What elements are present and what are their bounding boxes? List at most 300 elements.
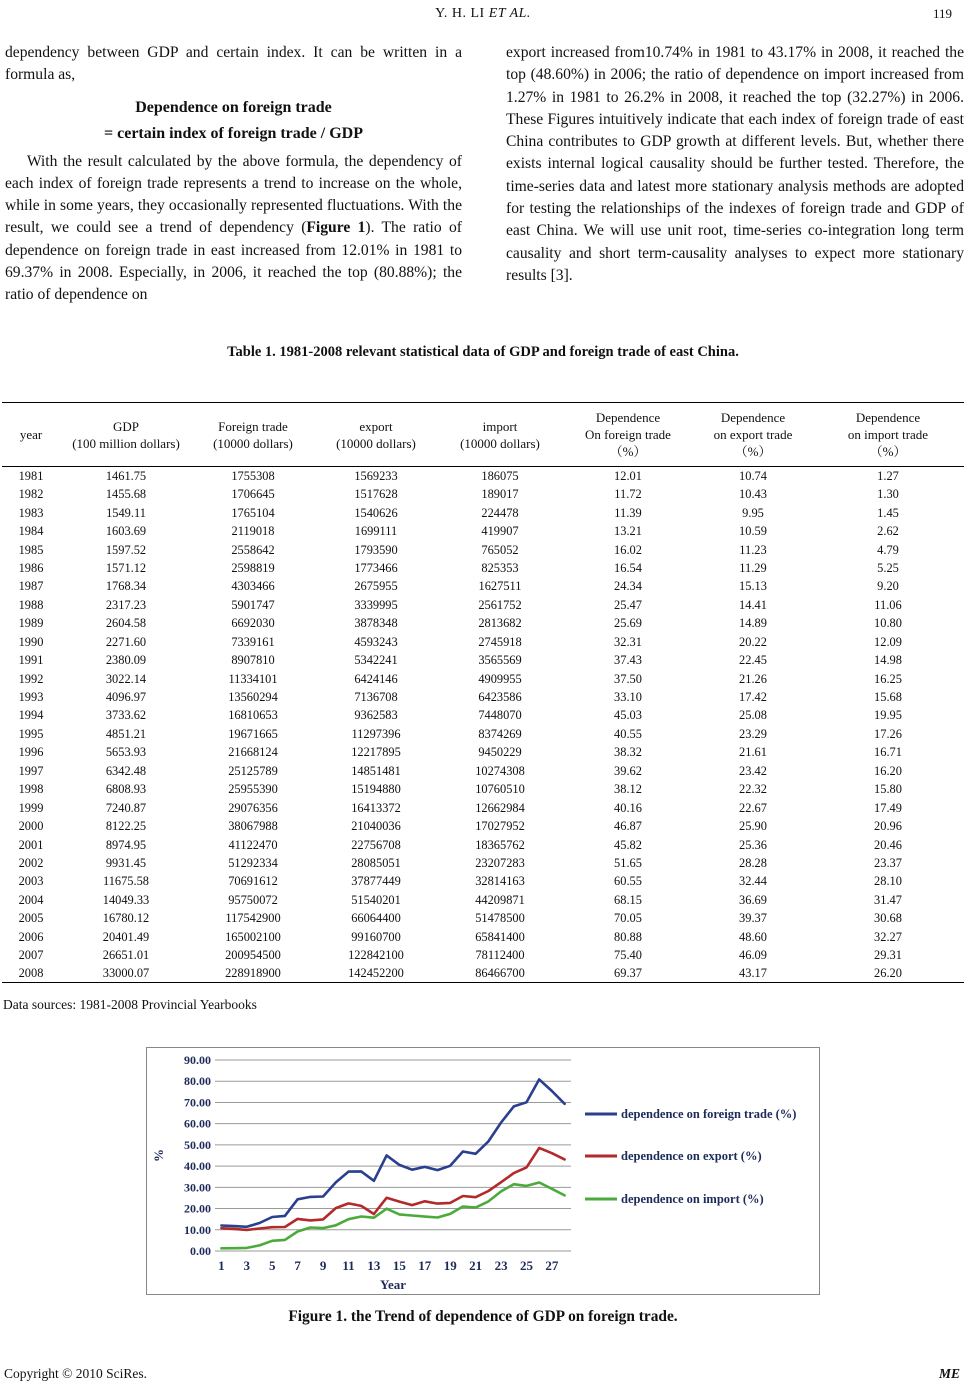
table-cell: 11.06 xyxy=(874,597,902,612)
table-cell: 22.67 xyxy=(739,800,767,815)
table-cell: 25.08 xyxy=(739,708,767,723)
column-header xyxy=(60,403,192,467)
x-tick-label: 15 xyxy=(392,1258,406,1273)
table-cell: 1985 xyxy=(18,542,44,557)
table-row xyxy=(2,798,964,816)
left-text-column xyxy=(5,42,462,307)
table-row xyxy=(2,540,964,558)
x-tick-label: 9 xyxy=(319,1258,327,1273)
x-tick-label: 11 xyxy=(342,1258,355,1273)
table-cell: 15.80 xyxy=(874,782,902,797)
table-cell: 224478 xyxy=(481,505,519,520)
table-header-row xyxy=(2,403,964,467)
column-header-line: (10000 dollars) xyxy=(460,435,540,451)
column-header-line: (10000 dollars) xyxy=(336,435,416,451)
table-cell: 7240.87 xyxy=(105,800,147,815)
right-text-column xyxy=(506,42,964,287)
table-cell: 11.23 xyxy=(739,542,767,557)
table-cell: 32.31 xyxy=(614,634,642,649)
table-cell: 23.42 xyxy=(739,763,767,778)
table-cell: 25.69 xyxy=(614,616,642,631)
table-cell: 1793590 xyxy=(354,542,398,557)
table-cell: 2598819 xyxy=(231,560,275,575)
table-cell: 1992 xyxy=(18,671,44,686)
table-cell: 51478500 xyxy=(475,911,525,926)
table-cell: 1993 xyxy=(18,690,44,705)
table-cell: 1.27 xyxy=(877,469,899,483)
table-cell: 95750072 xyxy=(228,892,278,907)
y-tick-label: 50.00 xyxy=(184,1137,211,1152)
table-cell: 4851.21 xyxy=(105,726,147,741)
y-tick-label: 90.00 xyxy=(184,1053,211,1067)
table-cell: 165002100 xyxy=(225,929,281,944)
table-cell: 78112400 xyxy=(475,948,525,963)
table-cell: 5342241 xyxy=(354,653,398,668)
table-cell: 1597.52 xyxy=(105,542,147,557)
x-tick-label: 25 xyxy=(520,1258,533,1273)
y-tick-label: 80.00 xyxy=(184,1074,211,1089)
column-header-line: export xyxy=(359,418,393,434)
table-cell: 25.90 xyxy=(739,819,767,834)
table-cell: 2008 xyxy=(2,964,60,983)
table-cell: 13.21 xyxy=(614,524,642,539)
table-cell: 1982 xyxy=(18,487,44,502)
series-line xyxy=(221,1183,564,1249)
formula-line-1: Dependence on foreign trade xyxy=(135,98,332,116)
table-cell: 1569233 xyxy=(354,469,398,483)
table-row xyxy=(2,651,964,669)
table-cell: 1549.11 xyxy=(106,505,146,520)
column-header-line: Foreign trade xyxy=(218,418,288,434)
table-cell: 2271.60 xyxy=(105,634,147,649)
table-cell: 1988 xyxy=(18,597,44,612)
table-cell: 16.02 xyxy=(614,542,642,557)
table-cell: 12.01 xyxy=(614,469,642,483)
x-axis-label: Year xyxy=(380,1277,406,1292)
column-header-line: on export trade xyxy=(713,427,793,442)
figure-caption: Figure 1. the Trend of dependence of GDP on foreign trade. xyxy=(288,1308,678,1325)
table-cell: 39.62 xyxy=(614,763,642,778)
column-header xyxy=(562,403,694,467)
table-cell: 12217895 xyxy=(351,745,401,760)
table-row xyxy=(2,928,964,946)
table-row xyxy=(2,835,964,853)
table-cell: 7136708 xyxy=(354,690,398,705)
table-cell: 25.47 xyxy=(614,597,642,612)
table-cell: 1540626 xyxy=(354,505,398,520)
table-cell: 7448070 xyxy=(478,708,522,723)
right-paragraph: export increased from10.74% in 1981 to 43.17% in 2008, it reached the top (48.60%) in 2006; the ratio of dependence on import increased from 1.27% in 1981 to 26.2% in 2008, it reached the top (32.27%) in 2006. These Figures intuitively indicate that each index of foreign trade of east China contributes to GDP growth at different levels. But, whether there exists internal logical causality should be further tested. Therefore, the time-series data and latest more stationary analysis methods are adopted for testing the relationships of the indexes of foreign trade and GDP of east China. We will use unit root, time-series co-integration long term causality and short term-causality analyses to expect more stationary results [3]. xyxy=(506,44,964,284)
table-cell: 25.36 xyxy=(739,837,767,852)
table-cell: 1706645 xyxy=(231,487,275,502)
x-tick-label: 5 xyxy=(268,1258,276,1273)
x-tick-label: 1 xyxy=(218,1258,225,1273)
author-name: Y. H. LI xyxy=(435,6,485,21)
table-cell: 17.42 xyxy=(739,690,767,705)
legend-label: dependence on foreign trade (%) xyxy=(621,1107,797,1121)
table-row xyxy=(2,633,964,651)
table-cell: 3339995 xyxy=(354,597,398,612)
table-cell: 14.98 xyxy=(874,653,902,668)
table-cell: 14.89 xyxy=(739,616,767,631)
table-cell: 32814163 xyxy=(475,874,525,889)
table-cell: 2119018 xyxy=(231,524,275,539)
column-header-line: On foreign trade xyxy=(585,427,671,442)
table-cell: 36.69 xyxy=(739,892,767,907)
table-cell: 1981 xyxy=(18,469,44,483)
table-cell: 1455.68 xyxy=(105,487,147,502)
table-cell: 19.95 xyxy=(874,708,902,723)
table-row xyxy=(2,854,964,872)
table-cell: 16.25 xyxy=(874,671,902,686)
x-tick-label: 27 xyxy=(545,1258,559,1273)
table-cell: 2604.58 xyxy=(105,616,147,631)
y-tick-label: 40.00 xyxy=(184,1159,211,1174)
results-text-end: ). The ratio of dependence on foreign trade in east increased from 12.01% in 1981 to 69.37% in 2008. Especially, in 2006, it reached the top (80.88%); the ratio of dependence on xyxy=(5,219,462,304)
y-axis-label: % xyxy=(151,1149,166,1162)
table-row xyxy=(2,614,964,632)
x-tick-label: 13 xyxy=(367,1258,381,1273)
column-header-line: GDP xyxy=(112,418,139,434)
table-cell: 11.72 xyxy=(614,487,642,502)
table-cell: 1990 xyxy=(18,634,44,649)
column-header xyxy=(812,403,964,467)
table-cell: 8122.25 xyxy=(105,819,147,834)
table-cell: 1773466 xyxy=(354,560,398,575)
table-cell: 14.41 xyxy=(739,597,767,612)
table-cell: 2317.23 xyxy=(105,597,147,612)
table-cell: 11334101 xyxy=(228,671,278,686)
table-cell: 12662984 xyxy=(475,800,525,815)
table-cell: 122842100 xyxy=(348,948,404,963)
table-cell: 2007 xyxy=(18,948,44,963)
table-cell: 10.80 xyxy=(874,616,902,631)
page-number: 119 xyxy=(932,6,952,21)
table-cell: 46.87 xyxy=(614,819,642,834)
table-cell: 4096.97 xyxy=(105,690,147,705)
table-caption: Table 1. 1981-2008 relevant statistical data of GDP and foreign trade of east China. xyxy=(227,344,739,360)
table-cell: 2745918 xyxy=(478,634,522,649)
table-cell: 44209871 xyxy=(475,892,525,907)
table-cell: 765052 xyxy=(481,542,519,557)
table-row xyxy=(2,946,964,964)
table-cell: 21040036 xyxy=(351,819,401,834)
results-paragraph xyxy=(5,151,462,307)
column-header xyxy=(192,403,314,467)
table-cell: 2561752 xyxy=(478,597,522,612)
table-row xyxy=(2,725,964,743)
table-cell: 23.29 xyxy=(739,726,767,741)
y-tick-label: 70.00 xyxy=(184,1095,211,1110)
data-table xyxy=(2,402,964,983)
table-cell: 22756708 xyxy=(351,837,401,852)
table-cell: 1768.34 xyxy=(105,579,147,594)
table-cell: 26651.01 xyxy=(102,948,150,963)
column-header-line: Dependence xyxy=(720,410,786,425)
table-cell: 1984 xyxy=(18,524,44,539)
table-cell: 10274308 xyxy=(475,763,525,778)
table-cell: 1517628 xyxy=(354,487,398,502)
table-cell: 3565569 xyxy=(478,653,522,668)
table-cell: 18365762 xyxy=(475,837,525,852)
table-cell: 16.20 xyxy=(874,763,902,778)
column-header-line: （%） xyxy=(869,444,907,459)
table-cell: 20401.49 xyxy=(102,929,150,944)
table-cell: 189017 xyxy=(481,487,519,502)
intro-paragraph: dependency between GDP and certain index. It can be written in a formula as, xyxy=(5,44,462,84)
table-cell: 9362583 xyxy=(354,708,398,723)
table-cell: 28.28 xyxy=(739,855,767,870)
table-cell: 43.17 xyxy=(694,964,812,983)
data-sources-note: Data sources: 1981-2008 Provincial Yearbooks xyxy=(3,997,257,1012)
table-cell: 86466700 xyxy=(438,964,562,983)
table-cell: 70.05 xyxy=(614,911,642,926)
table-header xyxy=(2,403,964,467)
x-tick-label: 7 xyxy=(294,1258,301,1273)
table-cell: 14851481 xyxy=(351,763,401,778)
table-row xyxy=(2,596,964,614)
table-cell: 51540201 xyxy=(351,892,401,907)
table-cell: 2001 xyxy=(18,837,44,852)
table-cell: 28.10 xyxy=(874,874,902,889)
table-cell: 13560294 xyxy=(228,690,278,705)
table-cell: 21.61 xyxy=(739,745,767,760)
table-cell: 9.20 xyxy=(877,579,899,594)
table-cell: 66064400 xyxy=(351,911,401,926)
table-cell: 51.65 xyxy=(614,855,642,870)
table-cell: 1997 xyxy=(18,763,44,778)
table-cell: 10.59 xyxy=(739,524,767,539)
table-cell: 9931.45 xyxy=(105,855,147,870)
table-row xyxy=(2,964,964,983)
table-cell: 41122470 xyxy=(228,837,278,852)
table-cell: 65841400 xyxy=(475,929,525,944)
table-cell: 186075 xyxy=(481,469,519,483)
table-cell: 46.09 xyxy=(739,948,767,963)
table-cell: 1995 xyxy=(18,726,44,741)
table-cell: 117542900 xyxy=(225,911,281,926)
table-row xyxy=(2,891,964,909)
table-row xyxy=(2,522,964,540)
table-cell: 22.45 xyxy=(739,653,767,668)
x-tick-label: 21 xyxy=(469,1258,483,1273)
author-et-al: ET AL. xyxy=(488,6,531,21)
table-cell: 17.26 xyxy=(874,726,902,741)
formula-line-2: = certain index of foreign trade / GDP xyxy=(104,124,363,142)
table-cell: 51292334 xyxy=(228,855,278,870)
copyright-notice: Copyright © 2010 SciRes. xyxy=(4,1366,148,1381)
table-cell: 32.27 xyxy=(874,929,902,944)
table-cell: 1994 xyxy=(18,708,44,723)
table-cell: 1996 xyxy=(18,745,44,760)
table-cell: 1983 xyxy=(18,505,44,520)
table-cell: 17027952 xyxy=(475,819,525,834)
table-cell: 6692030 xyxy=(231,616,275,631)
table-cell: 33.10 xyxy=(614,690,642,705)
table-cell: 80.88 xyxy=(614,929,642,944)
table-cell: 228918900 xyxy=(192,964,314,983)
table-cell: 16810653 xyxy=(228,708,278,723)
table-cell: 5653.93 xyxy=(105,745,147,760)
table-cell: 5901747 xyxy=(231,597,275,612)
table-cell: 1699111 xyxy=(354,524,398,539)
table-cell: 1571.12 xyxy=(105,560,147,575)
legend-label: dependence on import (%) xyxy=(621,1192,764,1206)
table-cell: 2002 xyxy=(18,855,44,870)
table-cell: 5.25 xyxy=(877,560,899,575)
table-cell: 11.29 xyxy=(739,560,767,575)
table-row xyxy=(2,743,964,761)
table-cell: 10.74 xyxy=(739,469,767,483)
table-cell: 40.16 xyxy=(614,800,642,815)
table-cell: 29.31 xyxy=(874,948,902,963)
table-row xyxy=(2,669,964,687)
table-cell: 1461.75 xyxy=(105,469,147,483)
table-cell: 37.50 xyxy=(614,671,642,686)
table-cell: 2813682 xyxy=(478,616,522,631)
running-header-authors xyxy=(0,6,966,22)
table-body xyxy=(2,467,964,983)
table-cell: 37877449 xyxy=(351,874,401,889)
table-cell: 1.45 xyxy=(877,505,899,520)
table-cell: 32.44 xyxy=(739,874,767,889)
table-cell: 11297396 xyxy=(351,726,401,741)
table-cell: 2005 xyxy=(18,911,44,926)
table-cell: 11675.58 xyxy=(102,874,149,889)
journal-abbrev: ME xyxy=(938,1366,960,1381)
table-cell: 28085051 xyxy=(351,855,401,870)
table-cell: 26.20 xyxy=(812,964,964,983)
table-cell: 16780.12 xyxy=(102,911,150,926)
table-cell: 68.15 xyxy=(614,892,642,907)
y-tick-label: 60.00 xyxy=(184,1116,211,1131)
table-cell: 14049.33 xyxy=(102,892,150,907)
table-cell: 25125789 xyxy=(228,763,278,778)
figure-1-reference[interactable]: Figure 1 xyxy=(306,219,366,237)
table-cell: 20.22 xyxy=(739,634,767,649)
table-cell: 4909955 xyxy=(478,671,522,686)
table-row xyxy=(2,559,964,577)
table-cell: 1603.69 xyxy=(105,524,147,539)
table-row xyxy=(2,780,964,798)
legend-label: dependence on export (%) xyxy=(621,1149,762,1163)
table-cell: 1987 xyxy=(18,579,44,594)
y-tick-label: 20.00 xyxy=(184,1201,211,1216)
column-header-line: Dependence xyxy=(855,410,921,425)
table-cell: 8907810 xyxy=(231,653,275,668)
table-cell: 2558642 xyxy=(231,542,275,557)
table-cell: 11.39 xyxy=(614,505,642,520)
table-row xyxy=(2,817,964,835)
table-cell: 10760510 xyxy=(475,782,525,797)
table-cell: 1998 xyxy=(18,782,44,797)
table-cell: 9450229 xyxy=(478,745,522,760)
table-cell: 39.37 xyxy=(739,911,767,926)
column-header-line: (100 million dollars) xyxy=(72,435,180,451)
table-cell: 2006 xyxy=(18,929,44,944)
table-cell: 1989 xyxy=(18,616,44,631)
table-cell: 1755308 xyxy=(231,469,275,483)
table-cell: 15194880 xyxy=(351,782,401,797)
table-cell: 29076356 xyxy=(228,800,278,815)
table-cell: 15.68 xyxy=(874,690,902,705)
table-cell: 21668124 xyxy=(228,745,278,760)
table-cell: 23207283 xyxy=(475,855,525,870)
table-cell: 4303466 xyxy=(231,579,275,594)
table-cell: 30.68 xyxy=(874,911,902,926)
y-tick-label: 10.00 xyxy=(184,1222,211,1237)
table-cell: 99160700 xyxy=(351,929,401,944)
table-row xyxy=(2,909,964,927)
data-table-container xyxy=(2,402,964,983)
table-cell: 1991 xyxy=(18,653,44,668)
table-cell: 200954500 xyxy=(225,948,281,963)
table-cell: 1765104 xyxy=(231,505,275,520)
table-cell: 7339161 xyxy=(231,634,275,649)
table-cell: 19671665 xyxy=(228,726,278,741)
table-cell: 31.47 xyxy=(874,892,902,907)
table-row xyxy=(2,577,964,595)
table-cell: 16413372 xyxy=(351,800,401,815)
table-cell: 2675955 xyxy=(354,579,398,594)
table-cell: 2004 xyxy=(18,892,44,907)
column-header-line: （%） xyxy=(734,444,772,459)
column-header-line: year xyxy=(19,427,43,442)
table-cell: 70691612 xyxy=(228,874,278,889)
table-cell: 6342.48 xyxy=(105,763,147,778)
table-cell: 1986 xyxy=(18,560,44,575)
column-header-line: import xyxy=(482,418,518,434)
table-cell: 16.54 xyxy=(614,560,642,575)
table-cell: 1.30 xyxy=(877,487,899,502)
series-line xyxy=(221,1079,564,1226)
table-cell: 33000.07 xyxy=(60,964,192,983)
table-cell: 15.13 xyxy=(739,579,767,594)
table-cell: 3878348 xyxy=(354,616,398,631)
table-cell: 60.55 xyxy=(614,874,642,889)
table-cell: 6424146 xyxy=(354,671,398,686)
table-cell: 20.96 xyxy=(874,819,902,834)
table-cell: 8974.95 xyxy=(105,837,147,852)
column-header-line: (10000 dollars) xyxy=(213,435,293,451)
column-header xyxy=(438,403,562,467)
table-cell: 419907 xyxy=(481,524,519,539)
table-cell: 12.09 xyxy=(874,634,902,649)
y-tick-label: 30.00 xyxy=(184,1180,211,1195)
table-cell: 38.32 xyxy=(614,745,642,760)
table-cell: 2000 xyxy=(18,819,44,834)
table-cell: 24.34 xyxy=(614,579,642,594)
table-row xyxy=(2,503,964,521)
column-header xyxy=(314,403,438,467)
table-cell: 1627511 xyxy=(478,579,522,594)
figure-1-chart-frame xyxy=(146,1047,820,1295)
table-row xyxy=(2,872,964,890)
table-cell: 142452200 xyxy=(314,964,438,983)
table-cell: 1999 xyxy=(18,800,44,815)
table-cell: 4593243 xyxy=(354,634,398,649)
dependence-line-chart xyxy=(147,1048,819,1294)
table-cell: 6423586 xyxy=(478,690,522,705)
column-header-line: on import trade xyxy=(847,427,929,442)
table-cell: 6808.93 xyxy=(105,782,147,797)
column-header xyxy=(694,403,812,467)
table-cell: 38067988 xyxy=(228,819,278,834)
table-row xyxy=(2,485,964,503)
table-cell: 3733.62 xyxy=(105,708,147,723)
table-cell: 8374269 xyxy=(478,726,522,741)
table-cell: 2.62 xyxy=(877,524,899,539)
